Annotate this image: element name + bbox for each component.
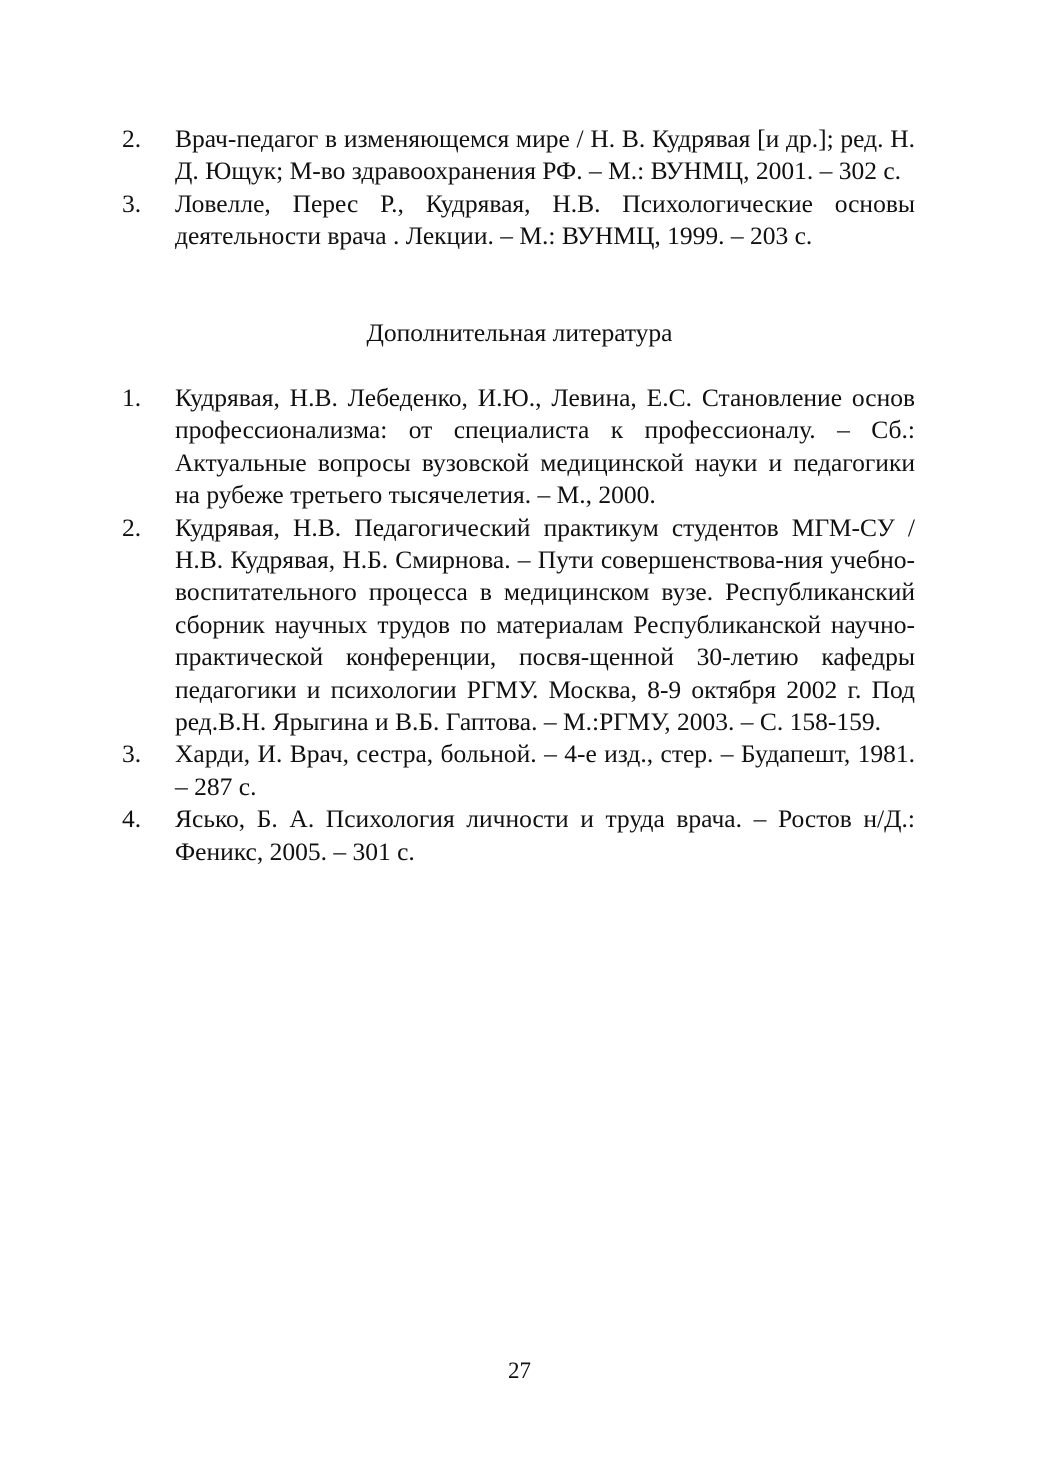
additional-reference-list <box>122 382 915 868</box>
list-item-number: 3. <box>122 739 142 769</box>
page-number: 27 <box>508 1358 531 1383</box>
list-item <box>122 382 915 512</box>
list-item-text: Ловелле, Перес Р., Кудрявая, Н.В. Психологические основы деятельности врача . Лекции. – М.: ВУНМЦ, 1999. – 203 с. <box>175 188 915 251</box>
list-item-number: 2. <box>122 124 142 153</box>
list-item-text: Ясько, Б. А. Психология личности и труда врача. – Ростов н/Д.: Феникс, 2005. – 301 с. <box>175 804 915 866</box>
list-item-text: Кудрявая, Н.В. Педагогический практикум студентов МГМ-СУ / Н.В. Кудрявая, Н.Б. Смирнова. – Пути совершенствова-ния учебно-воспитательного процесса в медицинском вузе. Республиканский сборник научных трудов по материалам Республиканской научно-практической конференции, посвя-щенной 30-летию кафедры педагогики и психологии РГМУ. Москва, 8-9 октября 2002 г. Под ред.В.Н. Ярыгина и В.Б. Гаптова. – М.:РГМУ, 2003. – С. 158-159. <box>175 512 915 737</box>
main-reference-list <box>122 123 915 253</box>
list-item <box>122 188 915 253</box>
list-item-text: Харди, И. Врач, сестра, больной. – 4-е изд., стер. – Будапешт, 1981. – 287 с. <box>175 739 915 801</box>
list-item-number: 2. <box>122 512 142 542</box>
list-item-number: 1. <box>122 383 142 412</box>
list-item <box>122 738 915 803</box>
section-heading: Дополнительная литература <box>366 318 673 347</box>
list-item-number: 3. <box>122 188 142 218</box>
list-item-text: Кудрявая, Н.В. Лебеденко, И.Ю., Левина, Е.С. Становление основ профессионализма: от специалиста к профессионалу. – Сб.: Актуальные вопросы вузовской медицинской науки и педагогики на рубеже третьего тысячелетия. – М., 2000. <box>175 383 915 510</box>
list-item-number: 4. <box>122 804 142 834</box>
list-item <box>122 123 915 188</box>
list-item <box>122 803 915 868</box>
list-item <box>122 512 915 739</box>
list-item-text: Врач-педагог в изменяющемся мире / Н. В. Кудрявая [и др.]; ред. Н. Д. Ющук; М-во здравоохранения РФ. – М.: ВУНМЦ, 2001. – 302 с. <box>175 124 915 186</box>
